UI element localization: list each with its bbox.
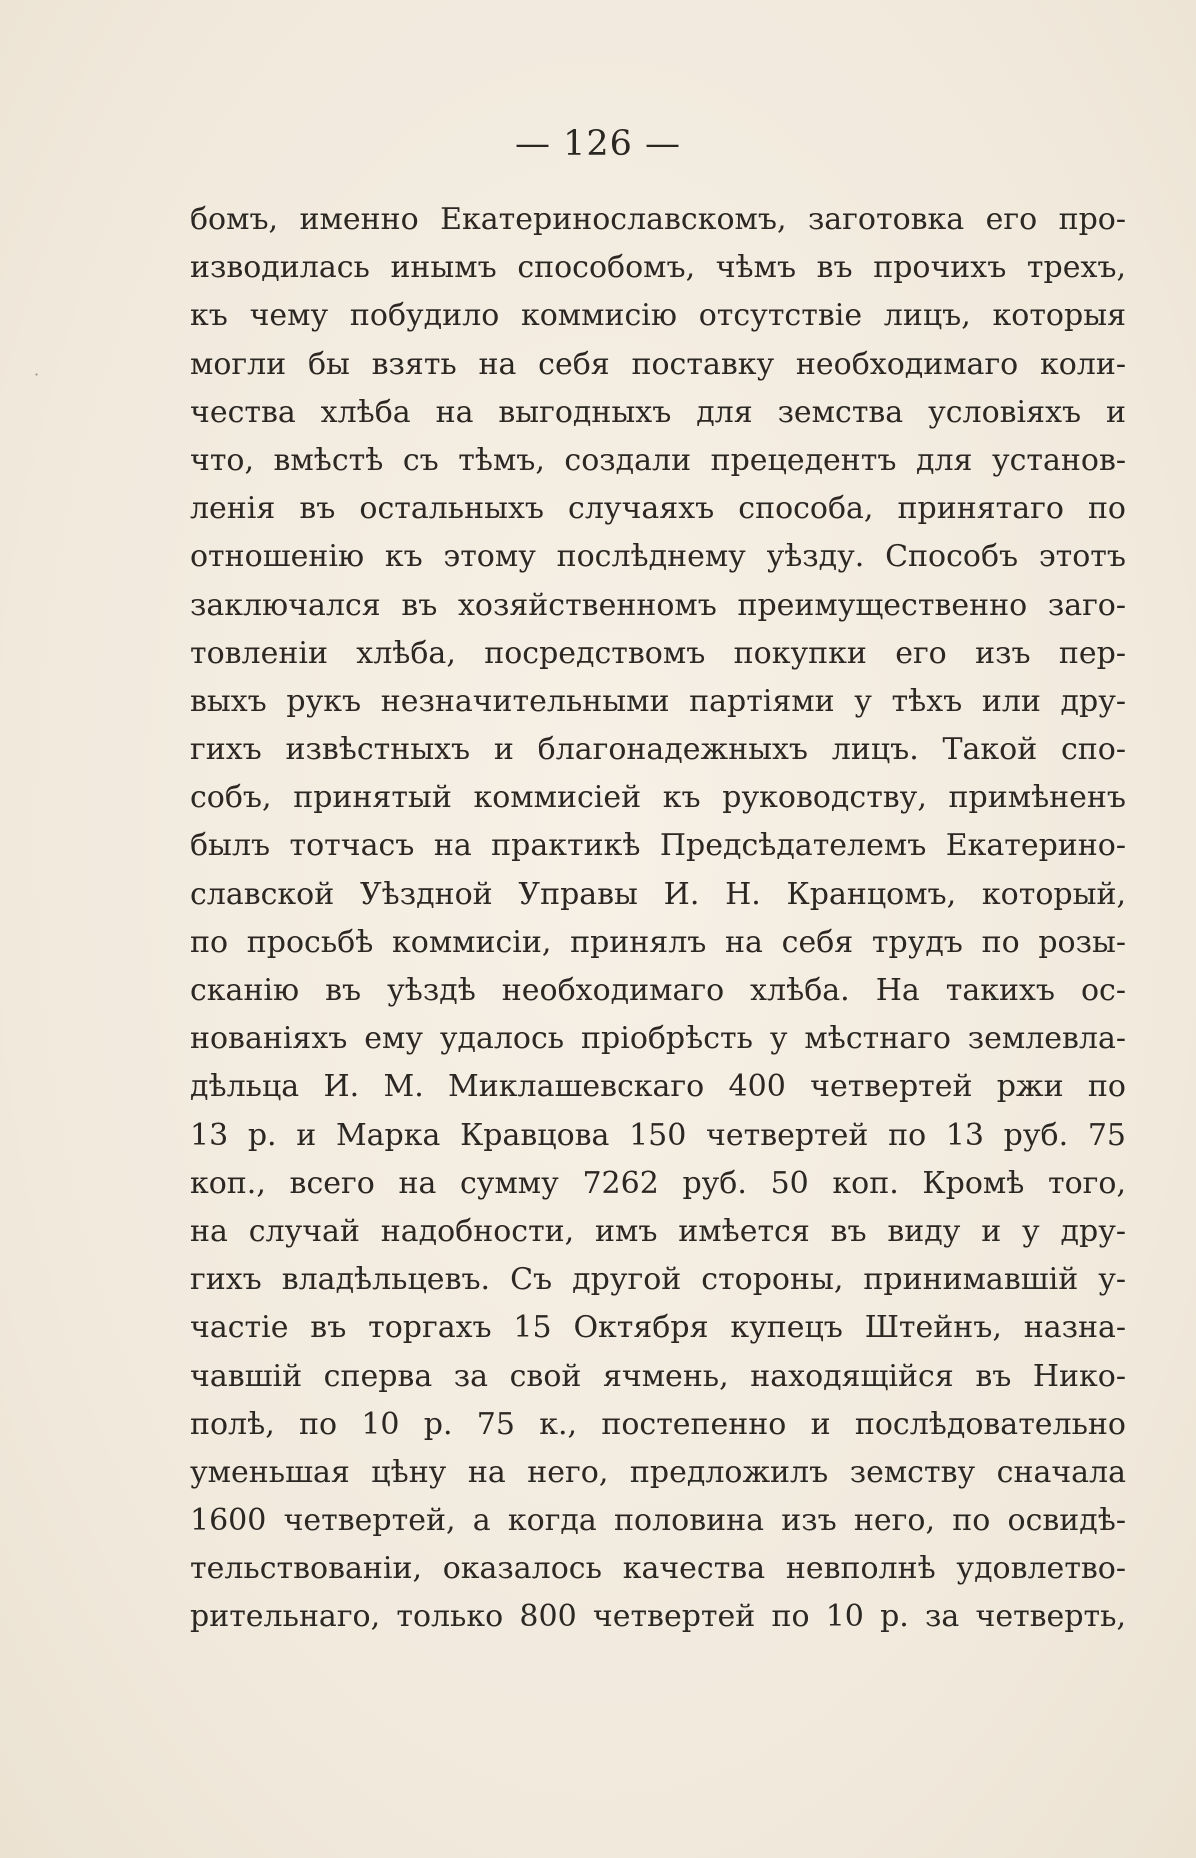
text-line: коп., всего на сумму 7262 руб. 50 коп. Кромѣ того, [190, 1165, 1126, 1201]
text-line: славской Уѣздной Управы И. Н. Кранцомъ, который, [190, 876, 1126, 912]
text-line: чества хлѣба на выгодныхъ для земства условіяхъ и [190, 394, 1126, 430]
text-line: заключался въ хозяйственномъ преимущественно заго- [190, 587, 1126, 623]
text-line: уменьшая цѣну на него, предложилъ земству сначала [190, 1454, 1126, 1490]
body-text [190, 196, 1126, 1642]
text-line: отношенію къ этому послѣднему уѣзду. Способъ этотъ [190, 539, 1126, 575]
text-line: сканію въ уѣздѣ необходимаго хлѣба. На такихъ ос- [190, 973, 1126, 1008]
page-number: — 126 — [514, 124, 682, 164]
text-line: выхъ рукъ незначительными партіями у тѣхъ или дру- [190, 683, 1126, 719]
text-line: рительнаго, только 800 четвертей по 10 р. за четверть, [190, 1599, 1126, 1635]
text-line: по просьбѣ коммисіи, принялъ на себя трудъ по розы- [190, 924, 1126, 960]
text-line: гихъ владѣльцевъ. Съ другой стороны, принимавшій у- [190, 1262, 1126, 1298]
text-line: полѣ, по 10 р. 75 к., постепенно и послѣдовательно [190, 1406, 1126, 1442]
text-line: къ чему побудило коммисію отсутствіе лицъ, которыя [190, 298, 1126, 334]
text-line: изводилась инымъ способомъ, чѣмъ въ прочихъ трехъ, [190, 250, 1126, 286]
text-line: могли бы взять на себя поставку необходимаго коли- [190, 346, 1126, 382]
text-line: чавшій сперва за свой ячмень, находящійся въ Нико- [190, 1358, 1126, 1394]
text-line: 13 р. и Марка Кравцова 150 четвертей по 13 руб. 75 [190, 1117, 1126, 1153]
text-line: на случай надобности, имъ имѣется въ виду и у дру- [190, 1213, 1126, 1249]
text-line: нованіяхъ ему удалось пріобрѣсть у мѣстнаго землевла- [190, 1021, 1126, 1057]
margin-mark: · [34, 365, 40, 384]
text-line: былъ тотчасъ на практикѣ Предсѣдателемъ Екатерино- [190, 828, 1126, 864]
text-line: дѣльца И. М. Миклашевскаго 400 четвертей ржи по [190, 1069, 1126, 1105]
text-line: собъ, принятый коммисіей къ руководству, примѣненъ [190, 780, 1126, 816]
text-line: тельствованіи, оказалось качества невполнѣ удовлетво- [190, 1551, 1126, 1587]
text-line: частіе въ торгахъ 15 Октября купецъ Штейнъ, назна- [190, 1310, 1126, 1346]
text-line: что, вмѣстѣ съ тѣмъ, создали прецедентъ для установ- [190, 442, 1126, 478]
text-line: бомъ, именно Екатеринославскомъ, заготовка его про- [190, 202, 1126, 237]
text-line: товленіи хлѣба, посредствомъ покупки его изъ пер- [190, 635, 1126, 671]
text-line: гихъ извѣстныхъ и благонадежныхъ лицъ. Такой спо- [190, 732, 1126, 768]
text-line: 1600 четвертей, а когда половина изъ него, по освидѣ- [190, 1503, 1126, 1539]
text-line: ленія въ остальныхъ случаяхъ способа, принятаго по [190, 491, 1126, 527]
